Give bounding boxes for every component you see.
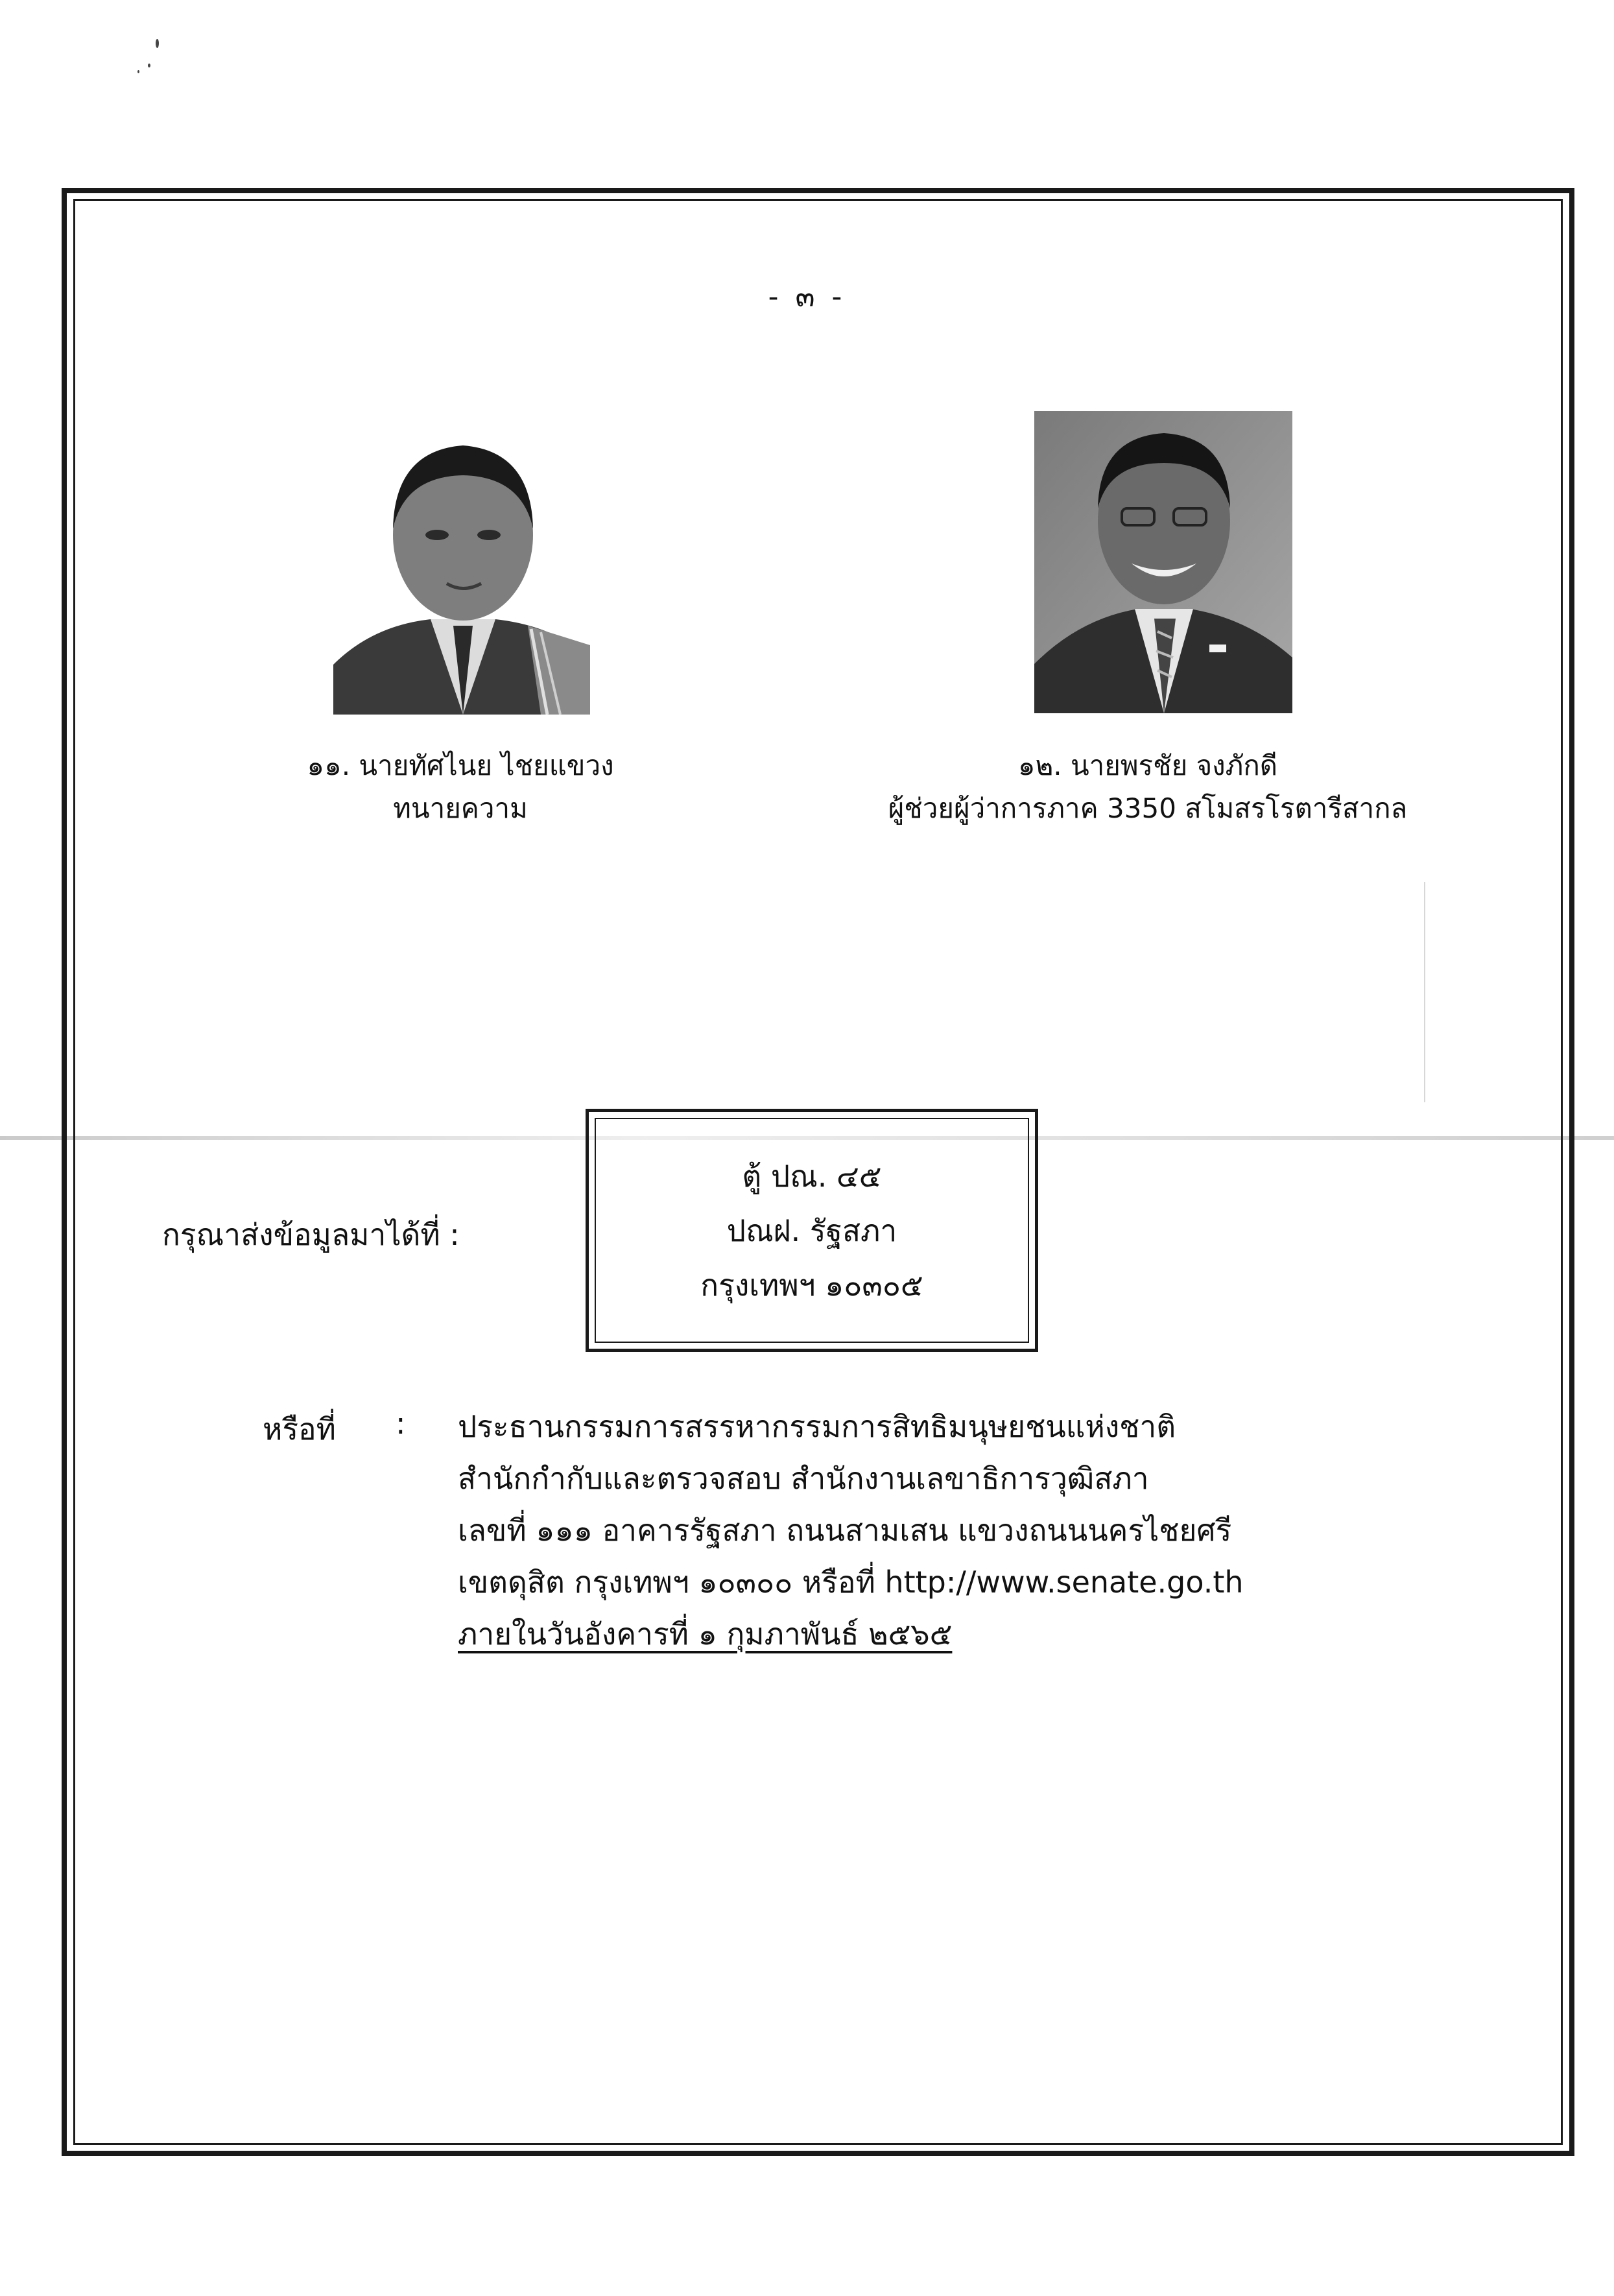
scan-speck xyxy=(148,64,150,67)
alternative-address-line: เขตดุสิต กรุงเทพฯ ๑๐๓๐๐ หรือที่ http://www.senate.go.th xyxy=(458,1565,1244,1600)
address-line: ตู้ ปณ. ๔๕ xyxy=(742,1158,882,1194)
address-line: กรุงเทพฯ ๑๐๓๐๕ xyxy=(700,1267,923,1303)
person-11-caption xyxy=(214,744,707,830)
address-line: ปณฝ. รัฐสภา xyxy=(726,1213,897,1248)
or-label: หรือที่ xyxy=(263,1412,336,1447)
alternative-address-line: เลขที่ ๑๑๑ อาคารรัฐสภา ถนนสามเสน แขวงถนนนครไชยศรี xyxy=(458,1513,1232,1548)
alternative-address xyxy=(458,1401,1469,1660)
person-name: ๑๒. นายพรชัย จงภักดี xyxy=(1017,750,1278,781)
scan-speck xyxy=(137,70,139,73)
person-position: ทนายความ xyxy=(393,792,528,824)
person-11-photo xyxy=(333,431,590,715)
person-position: ผู้ช่วยผู้ว่าการภาค 3350 สโมสรโรตารีสากล xyxy=(888,792,1408,824)
person-name: ๑๑. นายทัศไนย ไชยแขวง xyxy=(307,750,614,781)
alternative-address-line: สำนักกำกับและตรวจสอบ สำนักงานเลขาธิการวุฒิสภา xyxy=(458,1461,1149,1496)
person-12-caption xyxy=(804,744,1491,830)
or-colon: : xyxy=(396,1406,406,1441)
deadline: ภายในวันอังคารที่ ๑ กุมภาพันธ์ ๒๕๖๕ xyxy=(458,1616,953,1651)
page-number: - ๓ - xyxy=(768,280,846,313)
alternative-address-line: ประธานกรรมการสรรหากรรมการสิทธิมนุษยชนแห่งชาติ xyxy=(458,1409,1176,1444)
person-12-photo xyxy=(1034,411,1292,713)
scan-speck xyxy=(156,39,159,48)
portrait-photo-icon xyxy=(333,431,590,715)
portrait-photo-icon xyxy=(1034,411,1292,713)
address-box xyxy=(595,1118,1029,1343)
send-to-label: กรุณาส่งข้อมูลมาได้ที่ : xyxy=(162,1217,460,1252)
